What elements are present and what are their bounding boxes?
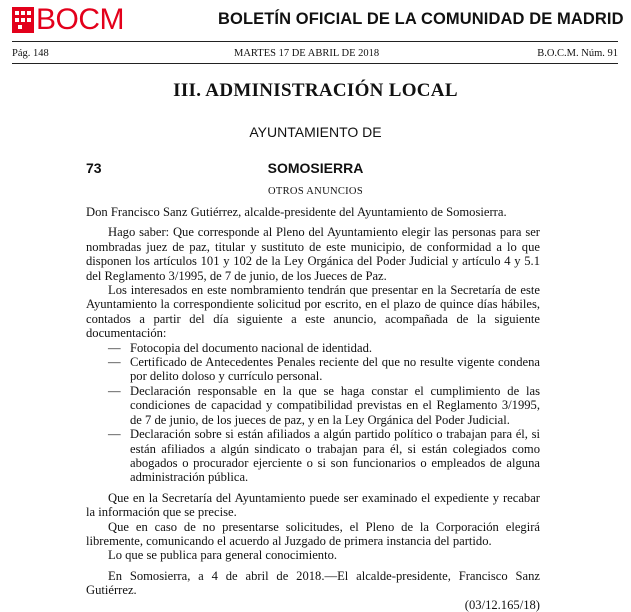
list-item (86, 384, 540, 427)
list-dash: — (108, 355, 121, 370)
documentation-list (86, 341, 540, 485)
page-header (0, 0, 631, 38)
category-label: OTROS ANUNCIOS (268, 186, 363, 197)
signature-line: En Somosierra, a 4 de abril de 2018.—El alcalde-presidente, Francisco Sanz Gutiérrez. (86, 568, 540, 598)
paragraph-interesados: Los interesados en este nombramiento tendrán que presentar en la Secretaría de este Ayuntamiento la correspondiente solicitud por escrito, en el plazo de quince días hábiles, contados a partir del día siguiente a este anuncio, acompañada de la siguiente documentación: (86, 283, 540, 341)
list-item (86, 341, 540, 355)
page-number: Pág. 148 (12, 48, 49, 59)
bocm-logo (12, 3, 124, 36)
paragraph-hago-saber: Hago saber: Que corresponde al Pleno del Ayuntamiento elegir las personas para ser nombradas juez de paz, titular y sustituto de este municipio, de conformidad a lo que disponen los artículos 101 y 102 de la Ley Orgánica del Poder Judicial y artículo 4 y 5.1 del Reglamento 3/1995, de 7 de junio, de los Jueces de Paz. (86, 225, 540, 283)
list-item (86, 355, 540, 384)
list-item-text: Declaración sobre si están afiliados a algún partido político o trabajan para él, si están afiliados a algún sindicato o trabajan para él, si están colegiados como abogados o procurador ejerciente o si son funcionarios o empleados de alguna administración pública. (130, 427, 540, 485)
paragraph-publica: Lo que se publica para general conocimiento. (108, 548, 338, 563)
list-item-text: Declaración responsable en la que se haga constar el cumplimiento de las condiciones de capacidad y compatibilidad previstas en el Reglamento 3/1995, de 7 de junio, de los jueces de paz, y en la Ley Orgánica del Poder Judicial. (130, 383, 540, 427)
issue-number: B.O.C.M. Núm. 91 (537, 48, 618, 59)
bulletin-title: BOLETÍN OFICIAL DE LA COMUNIDAD DE MADRID (218, 10, 624, 28)
list-dash: — (108, 427, 121, 442)
municipality-name: SOMOSIERRA (267, 160, 364, 176)
list-item (86, 427, 540, 485)
intro-paragraph: Don Francisco Sanz Gutiérrez, alcalde-presidente del Ayuntamiento de Somosierra. (86, 205, 507, 219)
list-dash: — (108, 383, 121, 398)
paragraph-secretaria: Que en la Secretaría del Ayuntamiento puede ser examinado el expediente y recabar la información que se precise. (86, 490, 540, 520)
paragraph-no-solicitudes: Que en caso de no presentarse solicitudes, el Pleno de la Corporación elegirá libremente, comunicando el acuerdo al Juzgado de primera instancia del partido. (86, 519, 540, 548)
entity-label: AYUNTAMIENTO DE (249, 124, 382, 140)
issue-date: MARTES 17 DE ABRIL DE 2018 (234, 48, 380, 59)
list-dash: — (108, 340, 121, 355)
subheader-rule (12, 63, 618, 64)
list-item-text: Fotocopia del documento nacional de identidad. (130, 340, 373, 355)
announcement-body (86, 205, 540, 612)
header-rule (12, 41, 618, 42)
entry-number: 73 (86, 160, 102, 176)
logo-text: BOCM (36, 3, 124, 36)
section-title: III. ADMINISTRACIÓN LOCAL (173, 80, 458, 101)
reference-code: (03/12.165/18) (464, 597, 540, 612)
madrid-stars-icon (12, 7, 34, 33)
subheader (12, 44, 618, 62)
list-item-text: Certificado de Antecedentes Penales reciente del que no resulte vigente condena por delito doloso y currículo personal. (130, 355, 540, 384)
